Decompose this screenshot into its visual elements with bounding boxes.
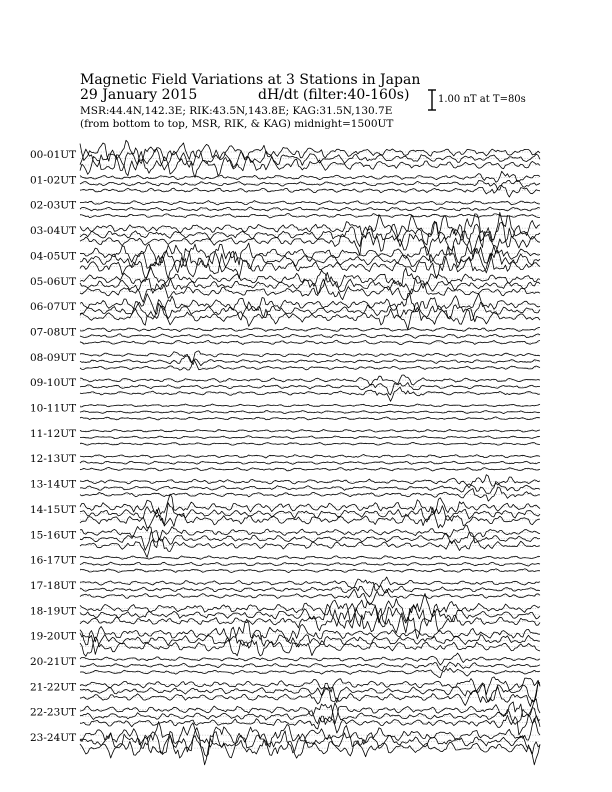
hour-label: 10-11UT <box>30 402 77 415</box>
trace-kag <box>80 212 540 240</box>
hour-row <box>80 594 540 639</box>
trace-rik <box>80 207 540 211</box>
trace-rik <box>80 728 540 757</box>
trace-kag <box>80 577 540 590</box>
hour-label: 22-23UT <box>30 706 77 719</box>
trace-msr <box>80 487 540 501</box>
trace-rik <box>80 461 540 464</box>
trace-kag <box>80 526 540 542</box>
hour-row <box>80 430 540 446</box>
hour-label: 09-10UT <box>30 377 77 390</box>
hour-row <box>80 526 540 558</box>
hour-label: 00-01UT <box>30 149 77 161</box>
hour-row <box>80 556 540 573</box>
hour-row <box>80 577 540 604</box>
hour-row <box>80 619 540 656</box>
trace-kag <box>80 653 540 665</box>
hour-label: 07-08UT <box>30 326 77 339</box>
trace-rik <box>80 248 540 273</box>
hour-row <box>80 327 540 344</box>
hour-label: 13-14UT <box>30 478 77 491</box>
trace-rik <box>80 149 540 170</box>
trace-kag <box>80 375 540 385</box>
hour-row <box>80 351 540 370</box>
hour-row <box>80 404 540 420</box>
trace-msr <box>80 214 540 218</box>
trace-msr <box>80 185 540 197</box>
hour-label: 14-15UT <box>30 503 77 516</box>
trace-msr <box>80 589 540 603</box>
hour-label: 15-16UT <box>30 529 77 542</box>
trace-msr <box>80 569 540 573</box>
hour-label: 21-22UT <box>30 681 77 694</box>
scale-label: 1.00 nT at T=80s <box>438 94 526 105</box>
hour-row <box>80 455 540 472</box>
chart-title: Magnetic Field Variations at 3 Stations in Japan <box>80 72 421 88</box>
trace-kag <box>80 430 540 433</box>
hour-label: 08-09UT <box>30 351 77 364</box>
trace-rik <box>80 436 540 439</box>
hour-label: 03-04UT <box>30 225 77 238</box>
trace-msr <box>80 668 540 677</box>
trace-msr <box>80 152 540 178</box>
trace-msr <box>80 443 540 446</box>
trace-msr <box>80 508 540 529</box>
trace-rik <box>80 356 540 366</box>
hour-label: 01-02UT <box>30 174 77 187</box>
trace-rik <box>80 531 540 551</box>
trace-rik <box>80 583 540 597</box>
trace-kag <box>80 404 540 407</box>
hour-row <box>80 653 540 678</box>
trace-msr <box>80 305 540 330</box>
trace-rik <box>80 604 540 633</box>
hour-label: 16-17UT <box>30 554 77 567</box>
hour-row <box>80 718 540 765</box>
trace-kag <box>80 293 540 314</box>
hour-row <box>80 140 540 177</box>
trace-kag <box>80 556 540 560</box>
hour-label: 20-21UT <box>30 656 77 668</box>
trace-kag <box>80 455 540 459</box>
filter-label: dH/dt (filter:40-160s) <box>258 87 410 103</box>
hour-row <box>80 494 540 528</box>
hour-row <box>80 212 540 258</box>
hour-label: 23-24UT <box>30 732 77 745</box>
trace-msr <box>80 467 540 471</box>
stations-label: MSR:44.4N,142.3E; RIK:43.5N,143.8E; KAG:31.5N,130.7E <box>80 105 393 117</box>
hour-label: 02-03UT <box>30 199 77 212</box>
trace-msr <box>80 417 540 420</box>
hour-row <box>80 677 540 707</box>
hour-label: 11-12UT <box>30 427 77 440</box>
hour-row <box>80 293 540 330</box>
hour-row <box>80 699 540 735</box>
trace-rik <box>80 334 540 338</box>
hour-label: 05-06UT <box>30 275 77 288</box>
hour-row <box>80 201 540 218</box>
trace-rik <box>80 562 540 566</box>
trace-kag <box>80 327 540 331</box>
hour-label: 17-18UT <box>30 579 77 592</box>
trace-rik <box>80 481 540 493</box>
trace-rik <box>80 180 540 190</box>
hour-label: 19-20UT <box>30 630 77 643</box>
trace-kag <box>80 494 540 514</box>
chart-date: 29 January 2015 <box>80 87 198 103</box>
trace-rik <box>80 411 540 414</box>
trace-rik <box>80 272 540 294</box>
hour-label: 18-19UT <box>30 605 77 618</box>
trace-rik <box>80 221 540 247</box>
trace-msr <box>80 340 540 344</box>
hour-row <box>80 475 540 501</box>
hour-row <box>80 375 540 401</box>
station-order-label: (from bottom to top, MSR, RIK, & KAG) midnight=1500UT <box>80 118 394 130</box>
hour-label: 04-05UT <box>30 250 77 263</box>
hour-label: 12-13UT <box>30 453 77 466</box>
trace-rik <box>80 682 540 703</box>
hour-row <box>80 171 540 197</box>
trace-msr <box>80 637 540 656</box>
trace-rik <box>80 662 540 671</box>
hour-label: 06-07UT <box>30 301 77 314</box>
trace-kag <box>80 475 540 488</box>
trace-kag <box>80 201 540 205</box>
